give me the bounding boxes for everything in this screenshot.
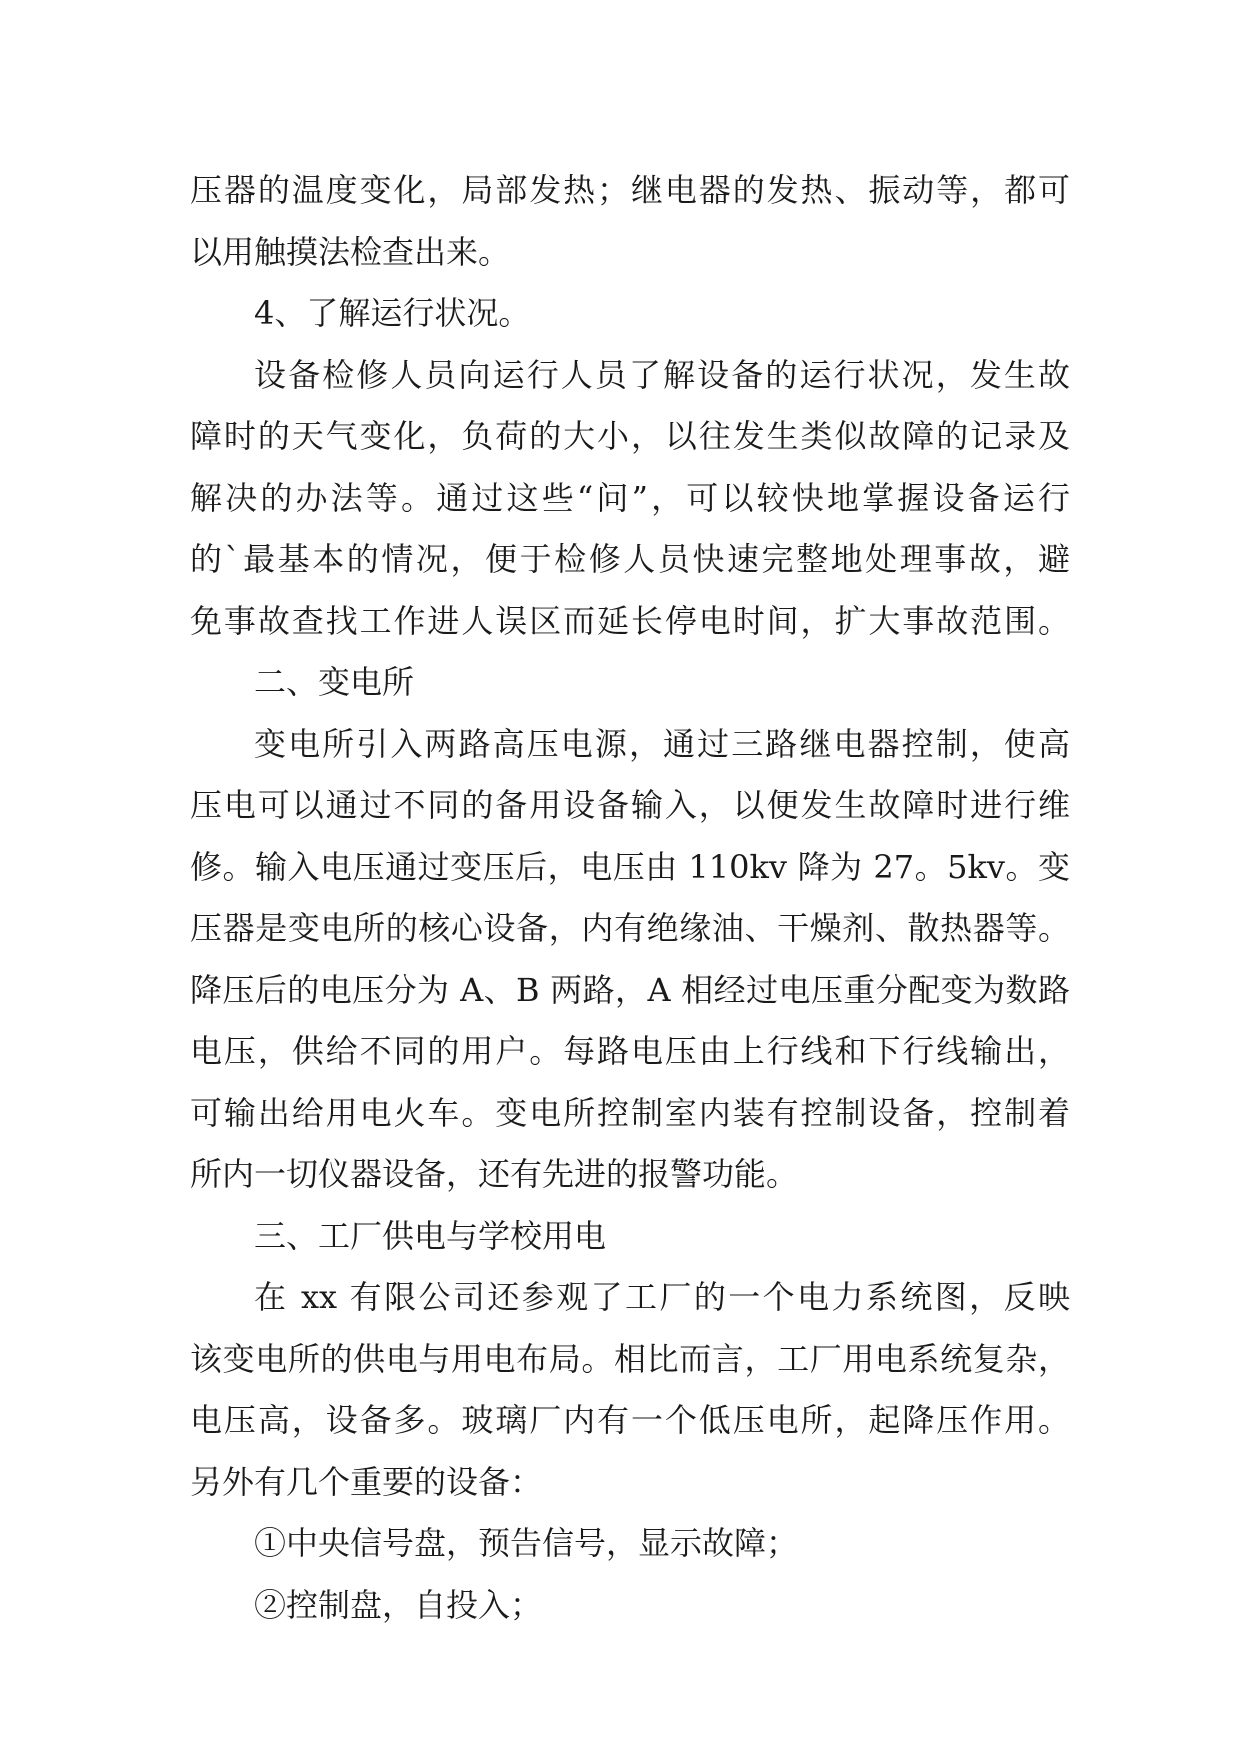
text-line: 以用触摸法检查出来。 — [190, 232, 511, 271]
text-line: 该变电所的供电与用电布局。相比而言，工厂用电系统复杂， — [190, 1339, 1070, 1378]
paragraph-line: 在 xx 有限公司还参观了工厂的一个电力系统图，反映 — [254, 1278, 1070, 1316]
paragraph-line: 设备检修人员向运行人员了解设备的运行状况，发生故 — [254, 355, 1070, 394]
document-body — [190, 160, 1070, 1636]
text-line: 另外有几个重要的设备： — [190, 1462, 543, 1501]
text-line: 障时的天气变化，负荷的大小，以往发生类似故障的记录及 — [190, 417, 1070, 455]
list-heading: 4、了解运行状况。 — [254, 294, 531, 332]
text-line: 解决的办法等。通过这些“问”，可以较快地掌握设备运行 — [190, 478, 1070, 517]
text-line: 压器是变电所的核心设备，内有绝缘油、干燥剂、散热器等。 — [190, 909, 1070, 947]
paragraph-line: 变电所引入两路高压电源，通过三路继电器控制，使高 — [254, 724, 1070, 763]
text-line: 可输出给用电火车。变电所控制室内装有控制设备，控制着 — [190, 1093, 1070, 1132]
list-item: ①中央信号盘，预告信号，显示故障； — [254, 1524, 799, 1562]
text-line: 所内一切仪器设备，还有先进的报警功能。 — [190, 1155, 799, 1193]
text-line: 修。输入电压通过变压后，电压由 110kv 降为 27。5kv。变 — [190, 847, 1070, 886]
section-heading: 二、变电所 — [254, 663, 415, 701]
text-line: 压器的温度变化，局部发热；继电器的发热、振动等，都可 — [190, 171, 1070, 209]
text-line: 电压，供给不同的用户。每路电压由上行线和下行线输出， — [190, 1032, 1070, 1070]
text-line: 电压高，设备多。玻璃厂内有一个低压电所，起降压作用。 — [190, 1401, 1070, 1439]
text-line: 降压后的电压分为 A、B 两路，A 相经过电压重分配变为数路 — [190, 970, 1070, 1009]
list-item: ②控制盘，自投入； — [254, 1585, 543, 1624]
text-line: 的`最基本的情况，便于检修人员快速完整地处理事故，避 — [190, 540, 1070, 578]
section-heading: 三、工厂供电与学校用电 — [254, 1216, 607, 1255]
text-line: 免事故查找工作进人误区而延长停电时间，扩大事故范围。 — [190, 601, 1070, 640]
text-line: 压电可以通过不同的备用设备输入，以便发生故障时进行维 — [190, 786, 1070, 824]
